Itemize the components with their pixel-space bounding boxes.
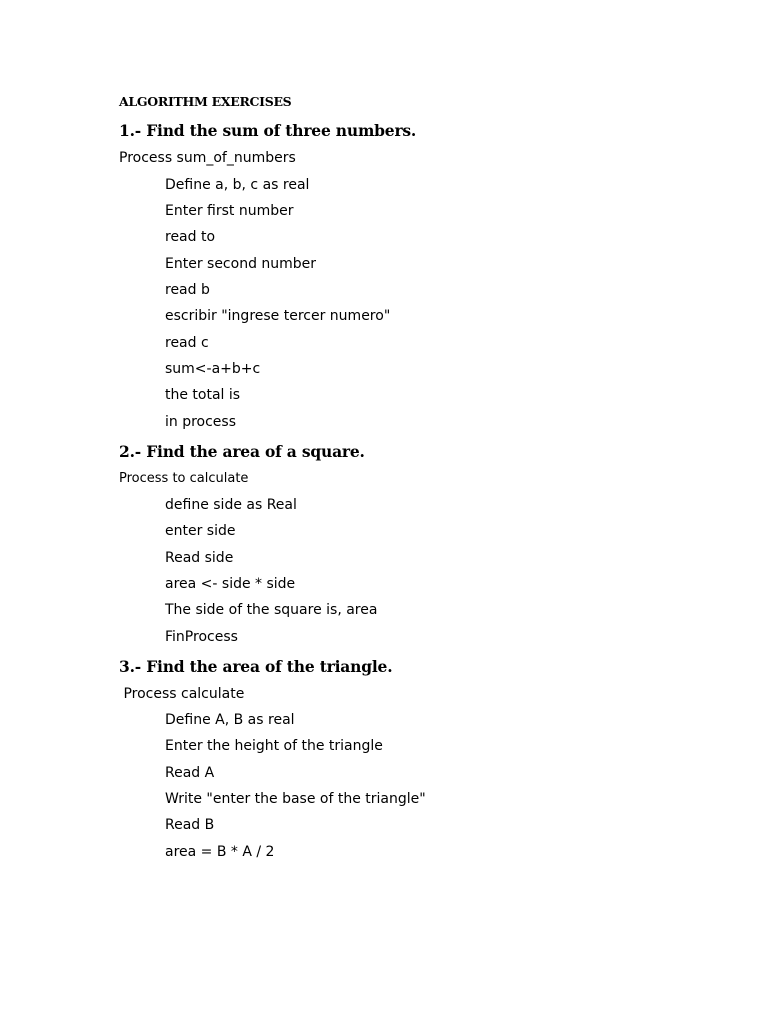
section-1-line: sum<-a+b+c	[165, 361, 261, 377]
section-1-line: read to	[165, 229, 216, 245]
section-2-process: Process to calculate	[119, 471, 249, 486]
document-title: ALGORITHM EXERCISES	[119, 94, 292, 109]
section-2-line: The side of the square is, area	[165, 602, 378, 618]
section-1-line: escribir "ingrese tercer numero"	[165, 308, 391, 324]
section-1-heading: 1.- Find the sum of three numbers.	[119, 121, 417, 140]
section-3-line: Enter the height of the triangle	[165, 738, 383, 754]
section-1-line: in process	[165, 414, 237, 430]
section-1-line: read c	[165, 335, 209, 351]
section-3-line: Read B	[165, 817, 215, 833]
section-1-line: Enter second number	[165, 256, 317, 272]
section-1-line: the total is	[165, 387, 241, 403]
section-2-line: FinProcess	[165, 629, 238, 645]
section-3-line: Read A	[165, 765, 215, 781]
section-3-line: Write "enter the base of the triangle"	[165, 791, 426, 807]
section-3-line: Define A, B as real	[165, 712, 295, 728]
section-3-process: Process calculate	[119, 686, 245, 702]
section-2-line: area <- side * side	[165, 576, 296, 592]
section-1-line: Enter first number	[165, 203, 294, 219]
section-1-line: read b	[165, 282, 210, 298]
section-2-line: Read side	[165, 550, 234, 566]
section-1-line: Define a, b, c as real	[165, 177, 310, 193]
section-2-heading: 2.- Find the area of a square.	[119, 442, 365, 461]
section-2-line: define side as Real	[165, 497, 297, 513]
section-3-line: area = B * A / 2	[165, 844, 275, 860]
section-3-heading: 3.- Find the area of the triangle.	[119, 657, 393, 676]
section-1-process: Process sum_of_numbers	[119, 150, 296, 166]
section-2-line: enter side	[165, 523, 236, 539]
